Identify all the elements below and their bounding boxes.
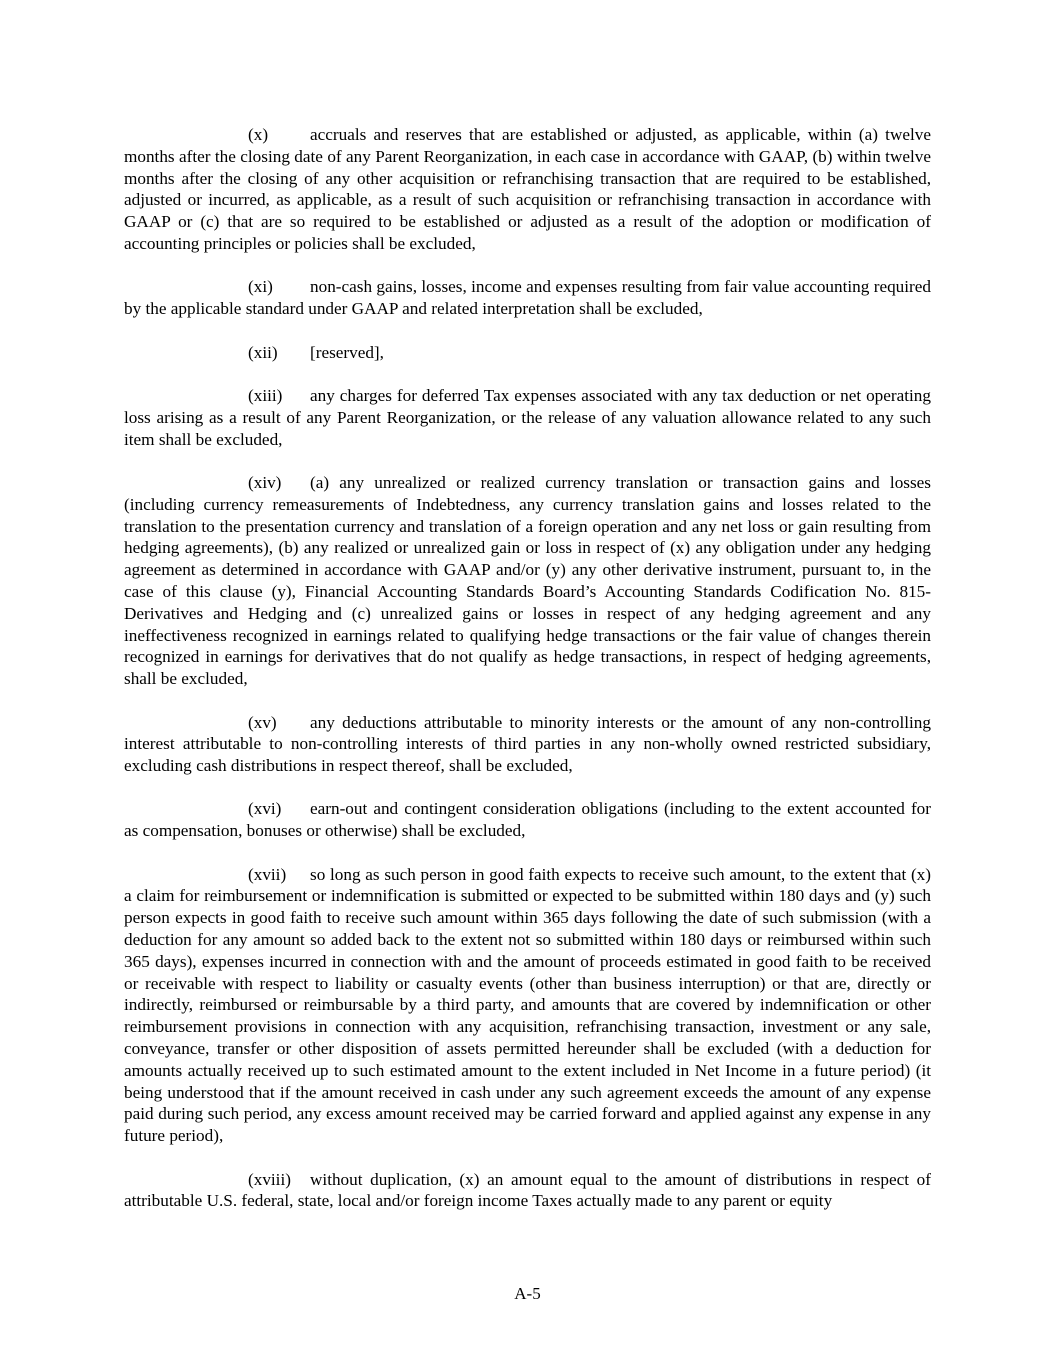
clause-xiv	[124, 472, 931, 690]
clause-number: (xviii)	[248, 1169, 291, 1189]
clause-number: (xi)	[248, 277, 273, 297]
clause-xv	[124, 712, 931, 777]
clause-xi	[124, 276, 931, 320]
clause-xii	[124, 342, 931, 364]
clause-number: (xiii)	[248, 385, 283, 405]
clause-text: [reserved],	[310, 342, 384, 362]
clause-text: accruals and reserves that are established or adjusted, as applicable, within (a) twelve months after the closing date of any Parent Reorganization, in each case in accordance with GAAP, (b) within twelve months after the closing of any other acquisition or refranchising transaction that are required to be established, adjusted or incurred, as applicable, as a result of such acquisition or refranchising transaction in accordance with GAAP or (c) that are so required to be established or adjusted as a result of the adoption or modification of accounting principles or policies shall be excluded,	[124, 125, 931, 253]
clause-number: (x)	[248, 125, 269, 144]
clause-text: without duplication, (x) an amount equal to the amount of distributions in respect of attributable U.S. federal, state, local and/or foreign income Taxes actually made to any parent or equity	[124, 1169, 931, 1211]
clause-text: any charges for deferred Tax expenses associated with any tax deduction or net operating loss arising as a result of any Parent Reorganization, or the release of any valuation allowance related to any such item shall be excluded,	[124, 385, 931, 449]
clause-number: (xiv)	[248, 472, 282, 492]
clause-xvii	[124, 864, 931, 1147]
clause-text: so long as such person in good faith expects to receive such amount, to the extent that (x) a claim for reimbursement or indemnification is submitted or expected to be submitted within 180 days and (y) such person expects in good faith to receive such amount within 365 days following the date of such submission (with a deduction for any amount so added back to the extent not so submitted within 180 days or reimbursed within such 365 days), expenses incurred in connection with and the amount of proceeds estimated in good faith to be received or receivable with respect to liability or casualty events (other than business interruption) or that are, directly or indirectly, reimbursed or reimbursable by a third party, and amounts that are covered by indemnification or other reimbursement provisions in connection with any acquisition, refranchising transaction, investment or any sale, conveyance, transfer or other disposition of assets permitted hereunder shall be excluded (with a deduction for amounts actually received up to such estimated amount to the extent included in Net Income in a future period) (it being understood that if the amount received in cash under any such agreement exceeds the amount of any expense paid during such period, any excess amount received may be carried forward and applied against any expense in any future period),	[124, 864, 931, 1146]
document-body	[124, 124, 931, 1234]
clause-x	[124, 124, 931, 255]
clause-xviii	[124, 1169, 931, 1213]
clause-text: non-cash gains, losses, income and expenses resulting from fair value accounting required by the applicable standard under GAAP and related interpretation shall be excluded,	[124, 277, 931, 319]
page-number: A-5	[514, 1284, 541, 1303]
clause-text: any deductions attributable to minority interests or the amount of any non-controlling interest attributable to non-controlling interests of third parties in any non-wholly owned restricted subsidiary, excluding cash distributions in respect thereof, shall be excluded,	[124, 712, 931, 776]
clause-number: (xvi)	[248, 799, 282, 819]
clause-text: earn-out and contingent consideration obligations (including to the extent accounted for as compensation, bonuses or otherwise) shall be excluded,	[124, 799, 931, 841]
clause-number: (xv)	[248, 712, 277, 732]
clause-text: (a) any unrealized or realized currency translation or transaction gains and losses (including currency remeasurements of Indebtedness, any currency translation gains and losses related to the translation to the presentation currency and translation of a foreign operation and any net loss or gain resulting from hedging agreements), (b) any realized or unrealized gain or loss in respect of (x) any obligation under any hedging agreement as determined in accordance with GAAP and/or (y) any other derivative instrument, pursuant to, in the case of this clause (y), Financial Accounting Standards Board’s Accounting Standards Codification No. 815-Derivatives and Hedging and (c) unrealized gains or losses in respect of any hedging agreement and any ineffectiveness recognized in earnings related to qualifying hedge transactions or the fair value of changes therein recognized in earnings for derivatives that do not qualify as hedge transactions, in respect of hedging agreements, shall be excluded,	[124, 472, 931, 689]
clause-xvi	[124, 798, 931, 842]
clause-number: (xvii)	[248, 864, 287, 884]
clause-xiii	[124, 385, 931, 450]
clause-number: (xii)	[248, 342, 278, 362]
